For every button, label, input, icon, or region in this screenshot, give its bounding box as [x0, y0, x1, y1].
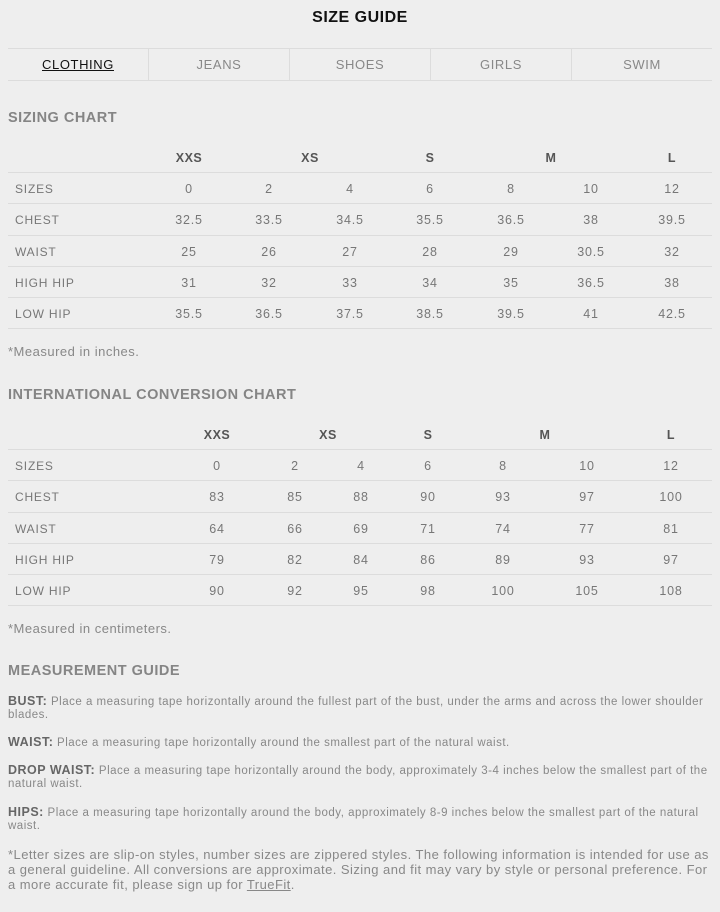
guide-term: WAIST: — [8, 735, 54, 749]
table-cell: 29 — [503, 244, 519, 259]
guide-hips — [8, 806, 712, 833]
table-cell: 2 — [265, 182, 273, 196]
row-label: LOW HIP — [15, 307, 72, 322]
table-cell: 2 — [291, 459, 299, 473]
table-cell: 93 — [495, 490, 511, 505]
table-cell: 39.5 — [658, 213, 686, 228]
size-guide-tabs — [8, 48, 712, 81]
tab-clothing[interactable] — [8, 49, 148, 80]
size-group-label: L — [667, 151, 677, 165]
table-cell: 86 — [420, 552, 436, 567]
table-cell: 38 — [664, 275, 680, 290]
table-row — [8, 575, 712, 606]
tab-label: SWIM — [623, 57, 661, 72]
table-cell: 34 — [422, 275, 438, 290]
table-cell: 38.5 — [416, 307, 444, 322]
footnote-text: *Letter sizes are slip-on styles, number sizes are zippered styles. The following information is intended for use as a general guideline. All conversions are approximate. Sizing and fit may vary by style or personal preference. For a more accurate fit, please sign up for — [8, 847, 709, 892]
tab-shoes[interactable] — [289, 49, 430, 80]
table-cell: 4 — [357, 459, 365, 473]
table-cell: 36.5 — [497, 213, 525, 228]
table-cell: 95 — [353, 584, 369, 599]
table-cell: 41 — [583, 307, 599, 322]
sizing-chart-note: *Measured in inches. — [8, 344, 140, 359]
table-row — [8, 236, 712, 267]
table-cell: 31 — [181, 275, 197, 290]
table-cell: 85 — [287, 490, 303, 505]
table-cell: 0 — [185, 182, 193, 196]
table-cell: 36.5 — [255, 307, 283, 322]
tab-jeans[interactable] — [148, 49, 289, 80]
sizing-chart-heading: SIZING CHART — [8, 110, 118, 126]
table-cell: 39.5 — [497, 307, 525, 322]
size-group-label: L — [666, 428, 676, 442]
tab-label: CLOTHING — [42, 57, 114, 72]
table-cell: 93 — [579, 552, 595, 567]
table-cell: 34.5 — [336, 213, 364, 228]
table-cell: 81 — [663, 521, 679, 536]
conversion-chart-table — [8, 416, 712, 606]
table-cell: 4 — [346, 182, 354, 196]
row-label: WAIST — [15, 244, 57, 259]
table-cell: 97 — [579, 490, 595, 505]
table-row — [8, 450, 712, 481]
table-row — [8, 513, 712, 544]
guide-term: HIPS: — [8, 805, 44, 819]
table-cell: 98 — [420, 584, 436, 599]
guide-text: Place a measuring tape horizontally around the smallest part of the natural waist. — [53, 737, 510, 749]
table-cell: 37.5 — [336, 307, 364, 322]
tab-girls[interactable] — [430, 49, 571, 80]
table-cell: 32 — [261, 275, 277, 290]
guide-waist — [8, 736, 712, 750]
table-cell: 82 — [287, 552, 303, 567]
table-cell: 12 — [663, 459, 679, 473]
table-cell: 69 — [353, 521, 369, 536]
row-label: CHEST — [15, 490, 60, 505]
guide-text: Place a measuring tape horizontally around the fullest part of the bust, under the arms and across the lower shoulder blades. — [8, 696, 704, 721]
row-label: WAIST — [15, 521, 57, 536]
table-cell: 84 — [353, 552, 369, 567]
table-cell: 35.5 — [175, 307, 203, 322]
size-group-label: XS — [301, 151, 319, 165]
table-row — [8, 173, 712, 204]
table-cell: 10 — [583, 182, 599, 196]
size-group-label: XXS — [203, 428, 231, 442]
table-cell: 8 — [507, 182, 515, 196]
table-row — [8, 204, 712, 235]
truefit-link[interactable]: TrueFit — [246, 877, 291, 892]
tab-label: GIRLS — [479, 57, 522, 72]
table-row — [8, 267, 712, 298]
guide-term: DROP WAIST: — [8, 763, 96, 777]
footnote-end: . — [290, 877, 295, 892]
table-cell: 89 — [495, 552, 511, 567]
table-cell: 64 — [209, 521, 225, 536]
page-title: SIZE GUIDE — [312, 9, 408, 26]
guide-drop-waist — [8, 764, 712, 791]
table-cell: 6 — [424, 459, 432, 473]
table-cell: 66 — [287, 521, 303, 536]
table-cell: 27 — [342, 244, 358, 259]
table-row — [8, 544, 712, 575]
size-group-label: M — [545, 151, 557, 165]
table-cell: 28 — [422, 244, 438, 259]
row-label: SIZES — [15, 182, 54, 196]
size-group-header — [8, 139, 712, 173]
table-cell: 74 — [495, 521, 511, 536]
table-cell: 42.5 — [658, 307, 686, 322]
size-group-label: XXS — [175, 151, 203, 165]
size-group-label: S — [425, 151, 435, 165]
table-row — [8, 298, 712, 329]
tab-label: SHOES — [335, 57, 385, 72]
table-cell: 10 — [579, 459, 595, 473]
table-cell: 83 — [209, 490, 225, 505]
conversion-chart-heading: INTERNATIONAL CONVERSION CHART — [8, 387, 297, 403]
size-group-header — [8, 416, 712, 450]
table-cell: 100 — [659, 490, 683, 505]
table-cell: 38 — [583, 213, 599, 228]
table-cell: 35 — [503, 275, 519, 290]
guide-term: BUST: — [8, 694, 48, 708]
tab-label: JEANS — [196, 57, 242, 72]
table-cell: 108 — [659, 584, 683, 599]
table-cell: 25 — [181, 244, 197, 259]
size-group-label: S — [423, 428, 433, 442]
table-cell: 77 — [579, 521, 595, 536]
guide-text: Place a measuring tape horizontally around the body, approximately 8-9 inches below the smallest part of the natural waist. — [8, 807, 699, 832]
size-group-label: XS — [319, 428, 337, 442]
table-cell: 33 — [342, 275, 358, 290]
row-label: LOW HIP — [15, 584, 72, 599]
table-cell: 90 — [420, 490, 436, 505]
guide-bust — [8, 695, 712, 722]
table-cell: 32 — [664, 244, 680, 259]
size-footnote — [8, 847, 714, 892]
table-cell: 79 — [209, 552, 225, 567]
table-cell: 26 — [261, 244, 277, 259]
table-cell: 0 — [213, 459, 221, 473]
measurement-guide-heading: MEASUREMENT GUIDE — [8, 663, 181, 679]
row-label: HIGH HIP — [15, 275, 75, 290]
table-cell: 100 — [491, 584, 515, 599]
table-cell: 105 — [575, 584, 599, 599]
table-cell: 30.5 — [577, 244, 605, 259]
table-cell: 12 — [664, 182, 680, 196]
table-cell: 33.5 — [255, 213, 283, 228]
table-cell: 97 — [663, 552, 679, 567]
table-cell: 8 — [499, 459, 507, 473]
table-cell: 35.5 — [416, 213, 444, 228]
table-cell: 6 — [426, 182, 434, 196]
table-cell: 36.5 — [577, 275, 605, 290]
table-cell: 71 — [420, 521, 436, 536]
row-label: HIGH HIP — [15, 552, 75, 567]
table-row — [8, 481, 712, 512]
table-cell: 88 — [353, 490, 369, 505]
conversion-chart-note: *Measured in centimeters. — [8, 621, 172, 636]
size-group-label: M — [539, 428, 551, 442]
table-cell: 92 — [287, 584, 303, 599]
sizing-chart-table — [8, 139, 712, 329]
guide-text: Place a measuring tape horizontally around the body, approximately 3-4 inches below the smallest part of the natural waist. — [8, 765, 708, 790]
row-label: SIZES — [15, 459, 54, 473]
table-cell: 90 — [209, 584, 225, 599]
table-cell: 32.5 — [175, 213, 203, 228]
tab-swim[interactable] — [571, 49, 712, 80]
row-label: CHEST — [15, 213, 60, 228]
